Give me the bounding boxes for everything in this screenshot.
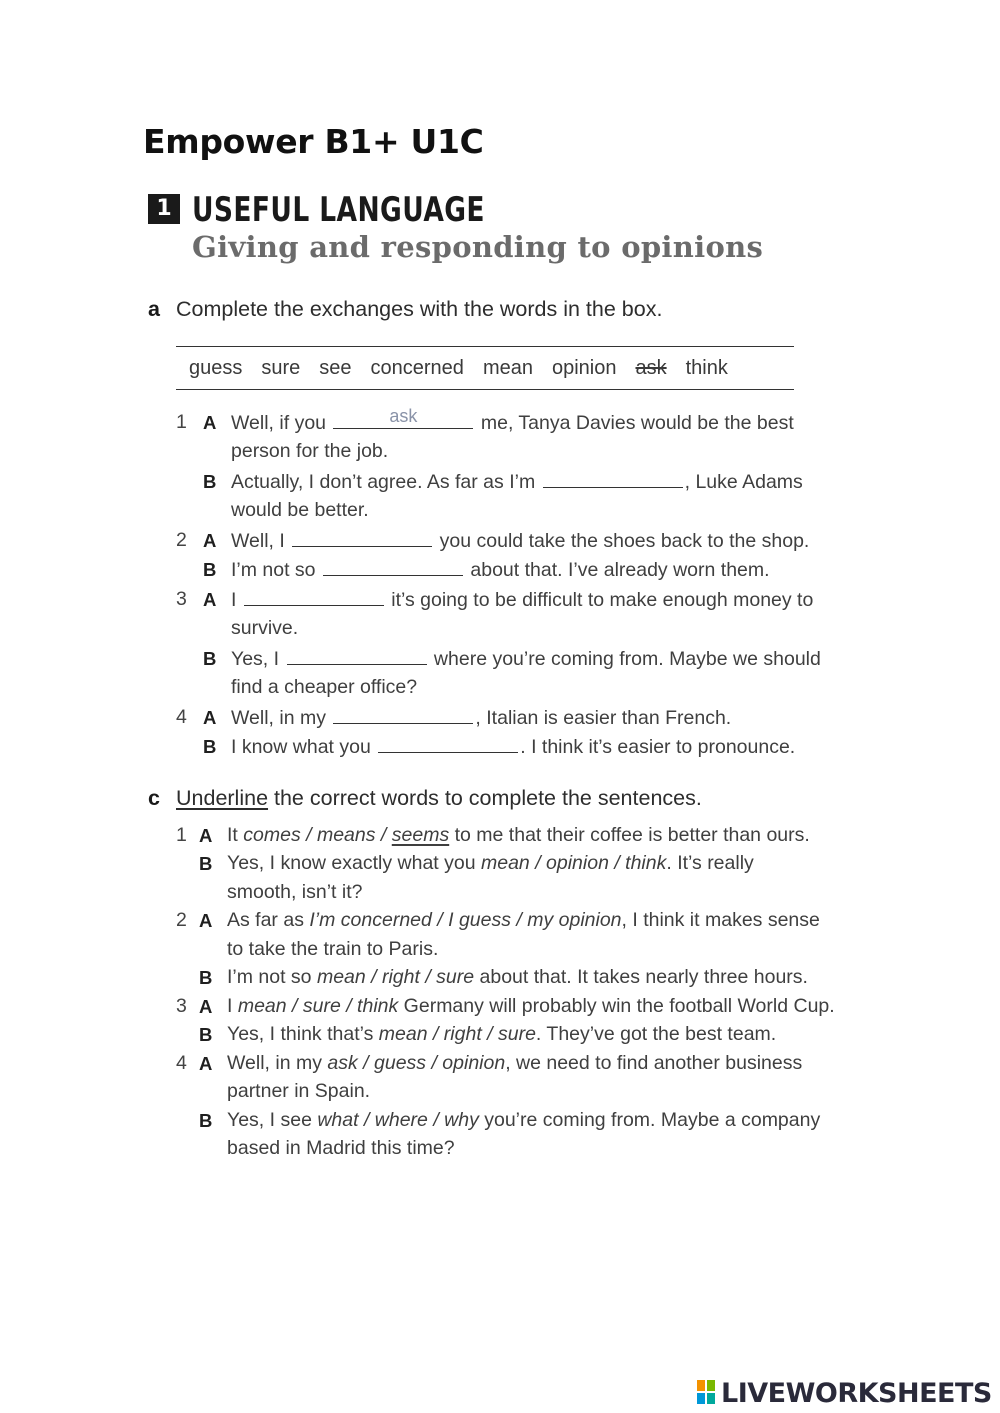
- sentence-text: It: [227, 824, 244, 846]
- exchange-line: [231, 467, 803, 496]
- line-text-before-gap: I know what you: [231, 736, 371, 758]
- sentence-line: [227, 906, 820, 935]
- sentence-text: Yes, I know exactly what you: [227, 852, 481, 874]
- page-title: Empower B1+ U1C: [143, 122, 484, 161]
- sentence-text: I’m not so: [227, 966, 317, 988]
- sentence-line-continuation: [227, 878, 362, 907]
- sentence-text: . They’ve got the best team.: [535, 1023, 777, 1045]
- word-box-item: think: [685, 357, 728, 379]
- sentence-text: you’re coming from. Maybe a company: [478, 1109, 821, 1131]
- speaker-label: B: [203, 648, 217, 669]
- speaker-label: B: [199, 967, 213, 988]
- speaker-label: B: [199, 1024, 213, 1045]
- exchange-line: [231, 644, 821, 673]
- speaker-label: A: [203, 707, 217, 728]
- part-c-instruction-rest: the correct words to complete the sentences.: [268, 786, 702, 810]
- word-choice-options[interactable]: I’m concerned / I guess / my opinion: [309, 909, 622, 931]
- line-text: person for the job.: [231, 440, 389, 462]
- section-number-badge: 1: [148, 194, 180, 224]
- answer-blank[interactable]: [292, 526, 432, 547]
- word-choice-options[interactable]: /: [375, 824, 392, 846]
- word-box-item: ask: [635, 357, 667, 379]
- sentence-line: [227, 1020, 776, 1049]
- word-choice-options[interactable]: means: [316, 824, 376, 846]
- line-text: would be better.: [231, 499, 369, 521]
- speaker-label: B: [203, 471, 217, 492]
- exchange-line: [231, 703, 731, 732]
- sentence-text: Germany will probably win the football World Cup.: [398, 995, 835, 1017]
- answer-blank[interactable]: [378, 732, 518, 753]
- sentence-number: 4: [176, 1052, 187, 1074]
- sentence-text: Yes, I see: [227, 1109, 318, 1131]
- line-text-before-gap: Well, if you: [231, 412, 327, 434]
- exchange-line: [231, 555, 770, 584]
- sentence-text: As far as: [227, 909, 310, 931]
- exchange-line-continuation: [231, 614, 298, 643]
- word-choice-options[interactable]: ask / guess / opinion: [327, 1052, 506, 1074]
- answer-blank[interactable]: [323, 555, 463, 576]
- exchange-line: [231, 526, 809, 555]
- part-a-heading: [148, 297, 662, 322]
- word-choice-options[interactable]: mean / right / sure: [316, 966, 475, 988]
- answer-blank[interactable]: [543, 467, 683, 488]
- part-c-instruction-underlined: Underline: [176, 786, 269, 810]
- speaker-label: B: [203, 736, 217, 757]
- word-choice-options[interactable]: /: [300, 824, 317, 846]
- line-text-after-gap: me, Tanya Davies would be the best: [480, 412, 794, 434]
- sentence-text: partner in Spain.: [227, 1080, 371, 1102]
- sentence-line: [227, 1049, 802, 1078]
- word-box-item: mean: [482, 357, 533, 379]
- sentence-text: based in Madrid this time?: [227, 1137, 455, 1159]
- word-choice-options[interactable]: comes: [243, 824, 301, 846]
- speaker-label: A: [199, 910, 213, 931]
- part-a-letter: a: [148, 297, 160, 321]
- line-text-before-gap: Well, in my: [231, 707, 326, 729]
- liveworksheets-mark-icon: [697, 1380, 717, 1406]
- line-text-before-gap: I’m not so: [231, 559, 316, 581]
- line-text-after-gap: about that. I’ve already worn them.: [470, 559, 770, 581]
- line-text: find a cheaper office?: [231, 676, 418, 698]
- sentence-number: 2: [176, 909, 187, 931]
- line-text-after-gap: it’s going to be difficult to make enough money to: [391, 589, 814, 611]
- exchange-line: [231, 408, 794, 437]
- sentence-line-continuation: [227, 1134, 455, 1163]
- exchange-number: 2: [176, 529, 187, 551]
- sentence-text: Well, in my: [227, 1052, 328, 1074]
- example-answer: ask: [389, 406, 418, 426]
- sentence-text: . It’s really: [666, 852, 754, 874]
- sentence-line: [227, 821, 810, 850]
- sentence-line: [227, 992, 835, 1021]
- line-text-before-gap: I: [231, 589, 237, 611]
- answer-blank[interactable]: [333, 703, 473, 724]
- line-text-after-gap: you could take the shoes back to the shop.: [439, 530, 810, 552]
- line-text-after-gap: where you’re coming from. Maybe we should: [433, 648, 821, 670]
- line-text-before-gap: Actually, I don’t agree. As far as I’m: [231, 471, 536, 493]
- section-subtitle: Giving and responding to opinions: [192, 230, 764, 264]
- part-a-instruction: Complete the exchanges with the words in the box.: [176, 297, 663, 321]
- liveworksheets-logo-text: LIVEWORKSHEETS: [721, 1378, 992, 1409]
- line-text-before-gap: Yes, I: [231, 648, 280, 670]
- sentence-text: smooth, isn’t it?: [227, 881, 363, 903]
- speaker-label: A: [199, 1053, 213, 1074]
- word-choice-options[interactable]: seems: [391, 824, 450, 846]
- line-text-before-gap: Well, I: [231, 530, 285, 552]
- exchange-number: 1: [176, 411, 187, 433]
- speaker-label: B: [199, 1110, 213, 1131]
- sentence-text: I: [227, 995, 238, 1017]
- sentence-line-continuation: [227, 1077, 370, 1106]
- word-choice-options[interactable]: mean / sure / think: [237, 995, 399, 1017]
- section-title: USEFUL LANGUAGE: [192, 190, 485, 230]
- speaker-label: A: [203, 589, 217, 610]
- word-box-item: see: [319, 357, 352, 379]
- sentence-text: about that. It takes nearly three hours.: [474, 966, 808, 988]
- part-c-letter: c: [148, 786, 160, 810]
- exchange-line-continuation: [231, 496, 369, 525]
- speaker-label: A: [203, 412, 217, 433]
- answer-blank[interactable]: [244, 585, 384, 606]
- sentence-number: 1: [176, 824, 187, 846]
- speaker-label: B: [203, 559, 217, 580]
- word-box-item: guess: [189, 357, 243, 379]
- word-box-item: sure: [261, 357, 301, 379]
- speaker-label: A: [199, 996, 213, 1017]
- part-c-heading: [148, 786, 702, 811]
- answer-blank[interactable]: [287, 644, 427, 665]
- word-box-item: opinion: [551, 357, 617, 379]
- sentence-text: to me that their coffee is better than ours.: [449, 824, 810, 846]
- speaker-label: A: [203, 530, 217, 551]
- exchange-line: [231, 585, 813, 614]
- sentence-number: 3: [176, 995, 187, 1017]
- speaker-label: A: [199, 825, 213, 846]
- sentence-line-continuation: [227, 935, 438, 964]
- word-box-item: concerned: [370, 357, 464, 379]
- line-text-after-gap: , Luke Adams: [684, 471, 803, 493]
- exchange-line-continuation: [231, 437, 388, 466]
- sentence-line: [227, 1106, 820, 1135]
- line-text-after-gap: , Italian is easier than French.: [475, 707, 732, 729]
- line-text-after-gap: . I think it’s easier to pronounce.: [520, 736, 796, 758]
- word-choice-options[interactable]: what / where / why: [317, 1109, 479, 1131]
- sentence-text: Yes, I think that’s: [227, 1023, 379, 1045]
- sentence-line: [227, 849, 754, 878]
- exchange-line-continuation: [231, 673, 417, 702]
- line-text: survive.: [231, 617, 299, 639]
- word-box: [176, 346, 794, 390]
- answer-blank[interactable]: [333, 408, 473, 429]
- sentence-line: [227, 963, 808, 992]
- sentence-text: to take the train to Paris.: [227, 938, 439, 960]
- exchange-number: 4: [176, 706, 187, 728]
- speaker-label: B: [199, 853, 213, 874]
- exchange-line: [231, 732, 795, 761]
- exchange-number: 3: [176, 588, 187, 610]
- sentence-text: , I think it makes sense: [621, 909, 820, 931]
- word-choice-options[interactable]: mean / opinion / think: [481, 852, 667, 874]
- word-choice-options[interactable]: mean / right / sure: [378, 1023, 536, 1045]
- sentence-text: , we need to find another business: [505, 1052, 803, 1074]
